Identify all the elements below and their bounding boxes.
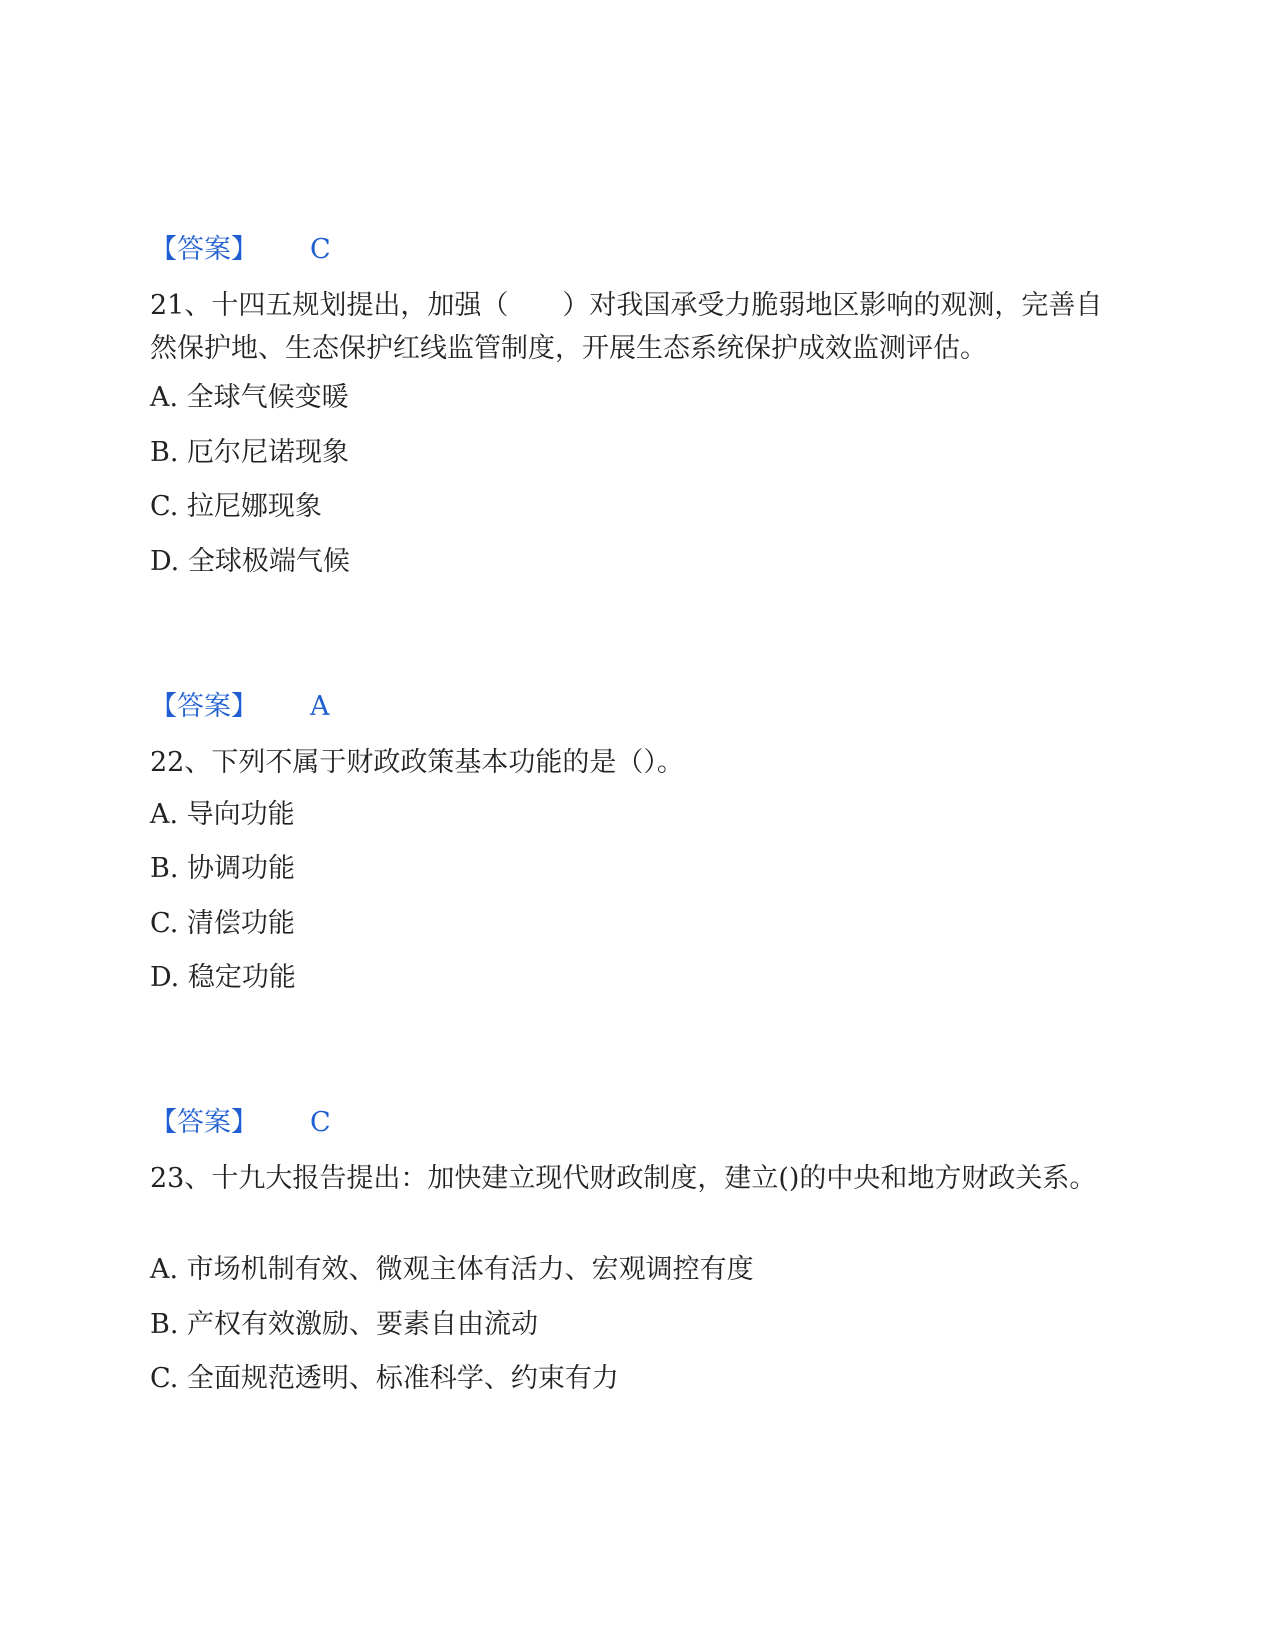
question-21-option-b: B. 厄尔尼诺现象: [150, 437, 350, 468]
question-23-option-a: A. 市场机制有效、微观主体有活力、宏观调控有度: [150, 1254, 754, 1285]
answer-line: [150, 1106, 331, 1140]
answer-value: A: [310, 691, 330, 722]
question-21-option-c: C. 拉尼娜现象: [150, 491, 322, 522]
question-22-option-c: C. 清偿功能: [150, 908, 295, 939]
question-21-option-d: D. 全球极端气候: [150, 546, 350, 577]
question-22-option-a: A. 导向功能: [150, 799, 295, 830]
question-22-option-b: B. 协调功能: [150, 853, 296, 884]
answer-value: C: [310, 234, 331, 265]
question-21-text: 21、十四五规划提出，加强（ ）对我国承受力脆弱地区影响的观测，完善自然保护地、生态保护红线监管制度，开展生态系统保护成效监测评估。: [150, 290, 1103, 364]
answer-line: [150, 233, 331, 267]
question-23-option-b: B. 产权有效激励、要素自由流动: [150, 1309, 539, 1340]
answer-label: 【答案】: [150, 234, 258, 265]
question-21-option-a: A. 全球气候变暖: [150, 382, 349, 413]
answer-label: 【答案】: [150, 691, 258, 722]
answer-line: [150, 690, 330, 724]
answer-value: C: [310, 1107, 331, 1138]
question-22-text: 22、下列不属于财政政策基本功能的是（）。: [150, 747, 684, 778]
answer-label: 【答案】: [150, 1107, 258, 1138]
question-23-option-c: C. 全面规范透明、标准科学、约束有力: [150, 1363, 619, 1394]
question-23-text: 23、十九大报告提出：加快建立现代财政制度，建立()的中央和地方财政关系。: [150, 1163, 1097, 1194]
question-22-option-d: D. 稳定功能: [150, 962, 296, 993]
